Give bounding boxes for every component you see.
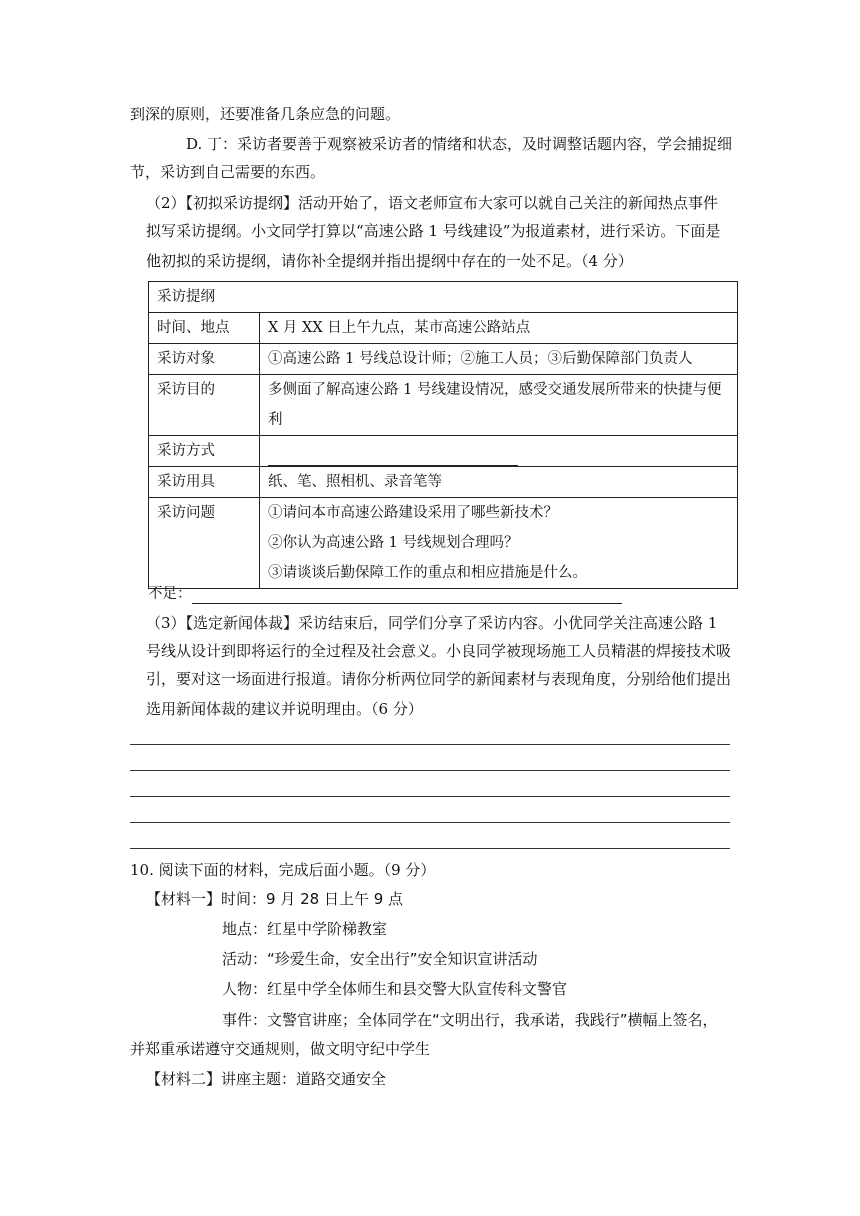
material-1-label: 【材料一】 — [146, 890, 222, 908]
row-value — [260, 498, 738, 589]
material-1-people: 人物：红星中学全体师生和县交警大队宣传科文警官 — [222, 980, 568, 998]
material-1-activity: 活动：“珍爱生命，安全出行”安全知识宣讲活动 — [222, 950, 538, 968]
table-row — [149, 282, 738, 313]
material-2-topic: 讲座主题：道路交通安全 — [221, 1070, 387, 1088]
material-1-event: 并郑重承诺遵守交通规则，做文明守纪中学生 — [130, 1040, 431, 1058]
question-3-line: 引，要对这一场面进行报道。请你分析两位同学的新闻素材与表现角度，分别给他们提出 — [146, 670, 732, 688]
shortfall-row — [148, 584, 622, 604]
answer-line[interactable] — [130, 744, 730, 745]
answer-line[interactable] — [130, 796, 730, 797]
shortfall-label: 不足： — [148, 586, 192, 602]
interview-method-blank[interactable] — [260, 436, 738, 467]
interview-outline-table — [148, 281, 738, 589]
material-2-label: 【材料二】 — [146, 1070, 222, 1088]
row-value: ①高速公路 1 号线总设计师；②施工人员；③后勤保障部门负责人 — [260, 344, 738, 375]
question-3-line: 选用新闻体裁的建议并说明理由。（6 分） — [146, 700, 423, 718]
table-row — [149, 313, 738, 344]
row-key: 采访用具 — [149, 467, 260, 498]
table-row — [149, 375, 738, 436]
option-d-line: D. 丁：采访者要善于观察被采访者的情绪和状态，及时调整话题内容，学会捕捉细 — [186, 135, 733, 153]
question-2-line: 他初拟的采访提纲，请你补全提纲并指出提纲中存在的一处不足。（4 分） — [146, 252, 633, 270]
option-d-line: 节，采访到自己需要的东西。 — [130, 163, 326, 181]
row-key: 采访对象 — [149, 344, 260, 375]
question-2-line: 拟写采访提纲。小文同学打算以“高速公路 1 号线建设”为报道素材，进行采访。下面是 — [146, 222, 721, 240]
row-value: 纸、笔、照相机、录音笔等 — [260, 467, 738, 498]
table-title: 采访提纲 — [149, 282, 738, 313]
table-row — [149, 436, 738, 467]
question-10-title: 10. 阅读下面的材料，完成后面小题。（9 分） — [130, 861, 436, 879]
fill-blank-line[interactable] — [268, 449, 518, 466]
interview-question: ③请谈谈后勤保障工作的重点和相应措施是什么。 — [268, 565, 587, 581]
shortfall-answer-line[interactable] — [192, 587, 622, 604]
question-2-line: （2）【初拟采访提纲】活动开始了，语文老师宣布大家可以就自己关注的新闻热点事件 — [146, 194, 719, 212]
answer-line[interactable] — [130, 822, 730, 823]
row-value-line: 多侧面了解高速公路 1 号线建设情况，感受交通发展所带来的快捷与便 — [268, 382, 722, 398]
question-3-line: 号线从设计到即将运行的全过程及社会意义。小良同学被现场施工人员精湛的焊接技术吸 — [146, 642, 732, 660]
interview-question: ①请问本市高速公路建设采用了哪些新技术？ — [268, 505, 558, 521]
material-1-place: 地点：红星中学阶梯教室 — [222, 920, 388, 938]
row-value — [260, 375, 738, 436]
material-1-time: 时间：9 月 28 日上午 9 点 — [221, 890, 404, 908]
table-row — [149, 498, 738, 589]
table-row — [149, 344, 738, 375]
interview-question: ②你认为高速公路 1 号线规划合理吗？ — [268, 535, 519, 551]
text-line: 到深的原则，还要准备几条应急的问题。 — [130, 105, 401, 123]
material-1-event: 事件：文警官讲座；全体同学在“文明出行，我承诺，我践行”横幅上签名， — [222, 1011, 718, 1029]
answer-line[interactable] — [130, 848, 730, 849]
row-key: 时间、地点 — [149, 313, 260, 344]
row-key: 采访目的 — [149, 375, 260, 436]
row-key: 采访方式 — [149, 436, 260, 467]
answer-line[interactable] — [130, 770, 730, 771]
row-key: 采访问题 — [149, 498, 260, 589]
material-1-time-row — [146, 889, 403, 909]
table-row — [149, 467, 738, 498]
row-value: X 月 XX 日上午九点，某市高速公路站点 — [260, 313, 738, 344]
row-value-line: 利 — [268, 412, 283, 428]
material-2-row — [146, 1069, 386, 1089]
question-3-line: （3）【选定新闻体裁】采访结束后，同学们分享了采访内容。小优同学关注高速公路 1 — [146, 614, 718, 632]
